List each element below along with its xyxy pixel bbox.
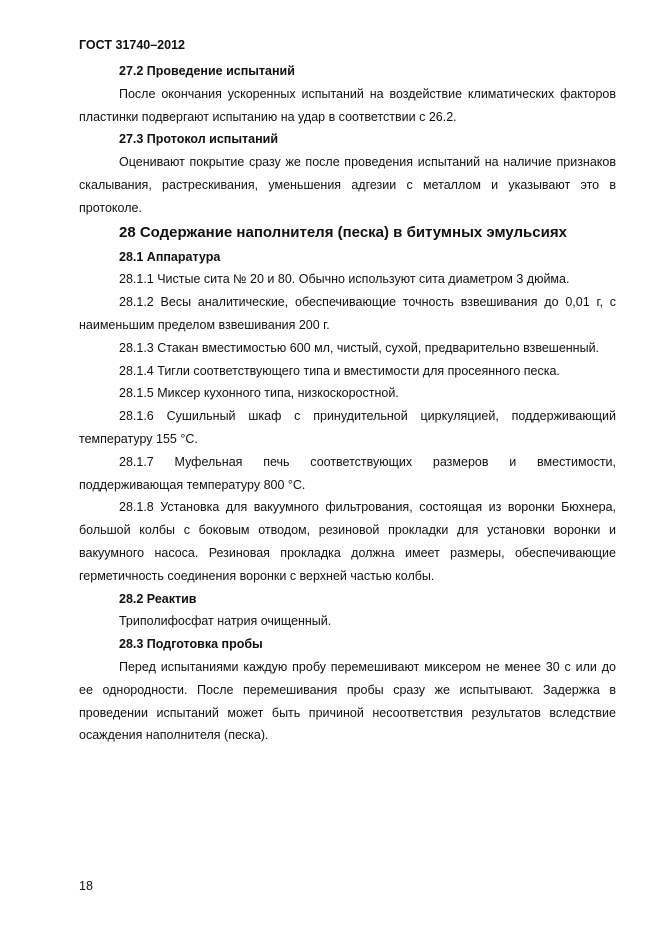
section-28-3-text: Перед испытаниями каждую пробу перемешивают миксером не менее 30 с или до ее однородности. После перемешивания пробы сразу же испытывают. Задержка в проведении испытаний может быть причиной несоответствия результатов вследствие осаждения наполнителя (песка). bbox=[79, 659, 616, 743]
item-28-1-1: 28.1.1 Чистые сита № 20 и 80. Обычно используют сита диаметром 3 дюйма. bbox=[119, 272, 570, 287]
section-27-3-text: Оценивают покрытие сразу же после проведения испытаний на наличие признаков скалывания, растрескивания, уменьшения адгезии с металлом и указывают это в протоколе. bbox=[79, 155, 616, 215]
item-28-1-8: 28.1.8 Установка для вакуумного фильтрования, состоящая из воронки Бюхнера, большой колбы с боковым отводом, резиновой прокладки для установки воронки и вакуумного насоса. Резиновая прокладка должна имеет размеры, обеспечивающие герметичность соединения воронки с верхней частью колбы. bbox=[79, 500, 616, 583]
section-28-3-title: 28.3 Подготовка пробы bbox=[119, 637, 263, 652]
item-28-1-2: 28.1.2 Весы аналитические, обеспечивающие точность взвешивания до 0,01 г, с наименьшим пределом взвешивания 200 г. bbox=[79, 295, 616, 332]
item-28-1-3: 28.1.3 Стакан вместимостью 600 мл, чистый, сухой, предварительно взвешенный. bbox=[119, 340, 600, 355]
item-28-1-7: 28.1.7 Муфельная печь соответствующих размеров и вместимости, поддерживающая температуру 800 °С. bbox=[79, 454, 616, 492]
item-28-1-4: 28.1.4 Тигли соответствующего типа и вместимости для просеянного песка. bbox=[119, 363, 560, 378]
section-28-2-text: Триполифосфат натрия очищенный. bbox=[119, 614, 332, 629]
section-27-2-text: После окончания ускоренных испытаний на воздействие климатических факторов пластинки подвергают испытанию на удар в соответствии с 26.2. bbox=[79, 86, 616, 124]
item-28-1-5: 28.1.5 Миксер кухонного типа, низкоскоростной. bbox=[119, 386, 399, 401]
page-number: 18 bbox=[79, 879, 93, 893]
section-28-2-title: 28.2 Реактив bbox=[119, 591, 197, 606]
section-27-3-title: 27.3 Протокол испытаний bbox=[119, 132, 279, 147]
document-header: ГОСТ 31740–2012 bbox=[79, 38, 185, 52]
section-27-2-title: 27.2 Проведение испытаний bbox=[119, 64, 295, 78]
section-28-title: 28 Содержание наполнителя (песка) в битумных эмульсиях bbox=[119, 223, 567, 241]
item-28-1-6: 28.1.6 Сушильный шкаф с принудительной циркуляцией, поддерживающий температуру 155 °С. bbox=[79, 409, 616, 446]
section-28-1-title: 28.1 Аппаратура bbox=[119, 249, 221, 264]
document-body bbox=[79, 60, 616, 747]
